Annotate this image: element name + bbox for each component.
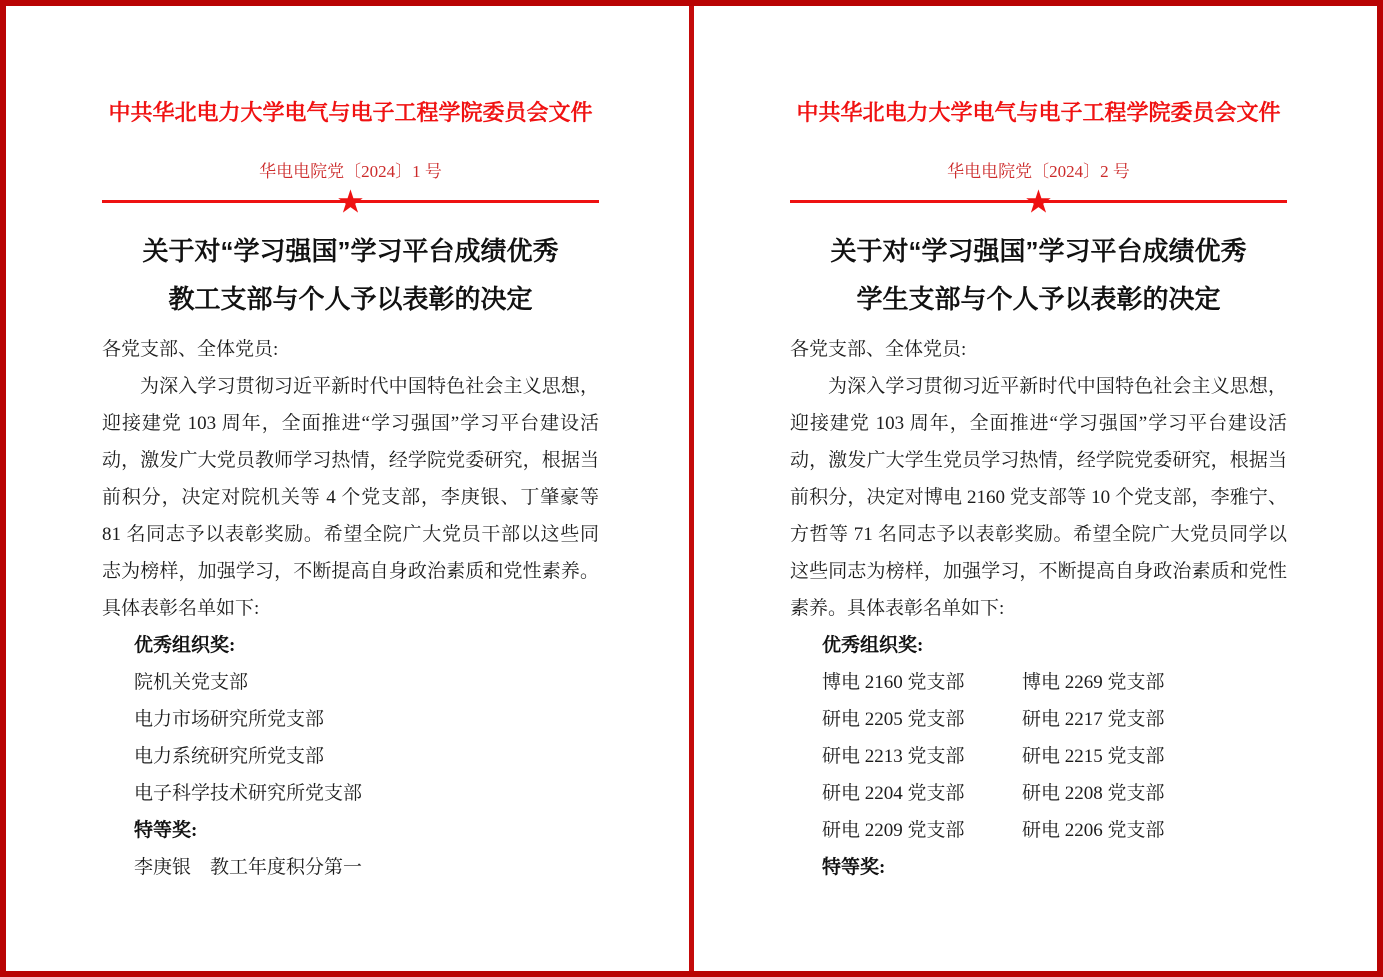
section-heading: 特等奖: <box>822 857 886 878</box>
section-heading: 特等奖: <box>134 820 198 841</box>
award-section-organization <box>790 627 1287 849</box>
org-header: 中共华北电力大学电气与电子工程学院委员会文件 <box>796 100 1281 125</box>
list-item: 研电 2213 党支部 <box>822 746 965 767</box>
doc-title-line-2: 教工支部与个人予以表彰的决定 <box>168 284 533 314</box>
star-icon: ★ <box>1024 182 1053 219</box>
list-item: 研电 2209 党支部 <box>822 820 965 841</box>
list-item: 研电 2206 党支部 <box>1022 820 1165 841</box>
list-item: 研电 2204 党支部 <box>822 783 965 804</box>
list-row <box>790 664 1287 701</box>
star-icon: ★ <box>336 182 365 219</box>
document-page-1 <box>6 6 689 971</box>
list-row <box>790 701 1287 738</box>
document-page-2 <box>694 6 1377 971</box>
list-item: 电力市场研究所党支部 <box>134 709 325 730</box>
red-rule <box>790 182 1287 219</box>
list-item: 研电 2217 党支部 <box>1022 709 1165 730</box>
list-item: 李庚银 教工年度积分第一 <box>134 857 363 878</box>
award-section-special <box>102 812 599 886</box>
doc-title <box>102 227 599 323</box>
list-row <box>790 775 1287 812</box>
salutation: 各党支部、全体党员: <box>102 339 279 360</box>
list-item: 电力系统研究所党支部 <box>134 746 325 767</box>
doc-title-line-1: 关于对“学习强国”学习平台成绩优秀 <box>142 236 559 266</box>
list-item: 研电 2215 党支部 <box>1022 746 1165 767</box>
list-item: 院机关党支部 <box>134 672 249 693</box>
doc-title-line-1: 关于对“学习强国”学习平台成绩优秀 <box>830 236 1247 266</box>
document-body <box>102 331 599 886</box>
list-item: 博电 2269 党支部 <box>1022 672 1165 693</box>
award-section-special <box>790 849 1287 886</box>
award-section-organization <box>102 627 599 812</box>
list-item: 研电 2208 党支部 <box>1022 783 1165 804</box>
body-paragraph: 为深入学习贯彻习近平新时代中国特色社会主义思想，迎接建党 103 周年，全面推进“学习强国”学习平台建设活动，激发广大学生党员学习热情，经学院党委研究，根据当前积分，决定对博电 2160 党支部等 10 个党支部，李雅宁、方哲等 71 名同志予以表彰奖励。希望全院广大党员同学以这些同志为榜样，加强学习，不断提高自身政治素质和党性素养。具体表彰名单如下: <box>790 376 1287 619</box>
section-heading: 优秀组织奖: <box>822 635 924 656</box>
list-row <box>790 738 1287 775</box>
salutation: 各党支部、全体党员: <box>790 339 967 360</box>
body-paragraph: 为深入学习贯彻习近平新时代中国特色社会主义思想，迎接建党 103 周年，全面推进“学习强国”学习平台建设活动，激发广大党员教师学习热情，经学院党委研究，根据当前积分，决定对院机关等 4 个党支部，李庚银、丁肇豪等 81 名同志予以表彰奖励。希望全院广大党员干部以这些同志为榜样，加强学习，不断提高自身政治素质和党性素养。具体表彰名单如下: <box>102 376 599 619</box>
red-rule <box>102 182 599 219</box>
list-item: 电子科学技术研究所党支部 <box>134 783 363 804</box>
doc-number: 华电电院党〔2024〕1 号 <box>259 162 442 181</box>
org-header: 中共华北电力大学电气与电子工程学院委员会文件 <box>108 100 593 125</box>
list-item: 博电 2160 党支部 <box>822 672 965 693</box>
section-heading: 优秀组织奖: <box>134 635 236 656</box>
doc-number: 华电电院党〔2024〕2 号 <box>947 162 1130 181</box>
document-body <box>790 331 1287 886</box>
doc-title-line-2: 学生支部与个人予以表彰的决定 <box>856 284 1221 314</box>
list-row <box>790 812 1287 849</box>
list-item: 研电 2205 党支部 <box>822 709 965 730</box>
doc-title <box>790 227 1287 323</box>
